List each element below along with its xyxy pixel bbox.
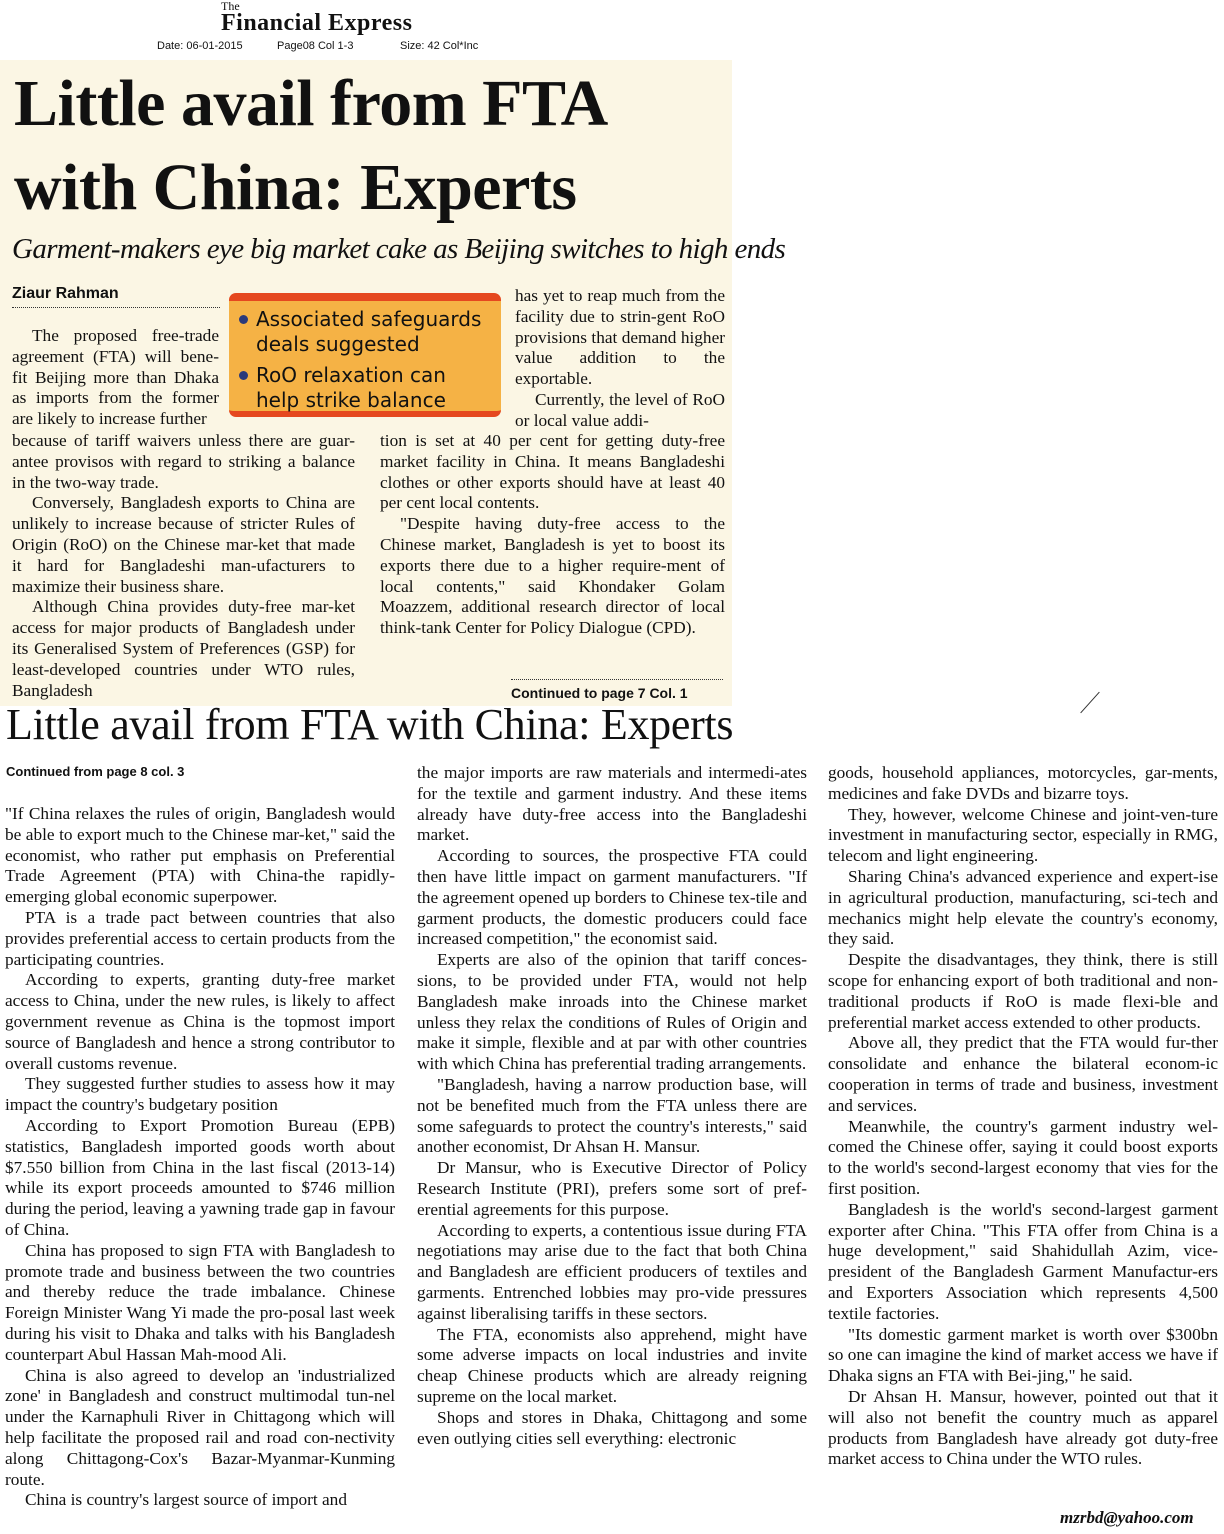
top-headline: Little avail from FTA with China: Experts bbox=[14, 67, 605, 224]
bottom-column-2: the major imports are raw materials and intermedi-ates for the textile and garment industry. And these items already have duty-free access into the Bangladeshi market. According to sources, the prospective FTA could then have little impact on garment manufacturers. "If the agreement opened up borders to Chinese tex-tile and garment products, the domestic producers could face increased competition," the economist said. Experts are also of the opinion that tariff conces-sions, to be provided under FTA, would not help Bangladesh make inroads into the Chinese market unless they relax the conditions of Rules of Origin and make it simple, flexible and at par with other countries with which China has preferential trading arrangements. "Bangladesh, having a narrow production base, will not be benefited much from the FTA unless there are some safeguards to protect the country's interests," said another economist, Dr Ahsan H. Mansur. Dr Mansur, who is Executive Director of Policy Research Institute (PRI), prefers some sort of pref-erential agreements for this purpose. According to experts, a contentious issue during FTA negotiations may arise due to the fact that both China and Bangladesh are efficient producers of textiles and garments. Entrenched lobbies may pro-vide pressures against liberalising tariffs in these sectors. The FTA, economists also apprehend, might have some adverse impacts on local industries and invite cheap Chinese products which are already reigning supreme on the local market. Shops and stores in Dhaka, Chittagong and some even outlying cities sell everything: electronic bbox=[417, 763, 807, 1448]
top-right-column: tion is set at 40 per cent for getting duty-free market facility in China. It means Bangladeshi clothes or other exports should have at least 40 per cent local contents. "Despite having duty-free access to the Chinese market, Bangladesh is yet to boost its exports there due to a higher require-ment of local contents," said Khondaker Golam Moazzem, additional research director of local think-tank Center for Policy Dialogue (CPD). bbox=[380, 431, 725, 638]
top-left-column-upper: The proposed free-trade agreement (FTA) will bene-fit Beijing more than Dhaka as imports from the former are likely to increase further bbox=[12, 326, 219, 429]
bullet-icon bbox=[239, 371, 248, 380]
callout-box bbox=[229, 293, 501, 417]
top-left-column: because of tariff waivers unless there are guar-antee provisos with regard to striking a balance in the two-way trade. Conversely, Bangladesh exports to China are unlikely to increase because of stricter Rules of Origin (RoO) on the Chinese mar-ket that made it hard for Bangladeshi man-ufacturers to maximize their business share. Although China provides duty-free mar-ket access for major products of Bangladesh under its Generalised System of Preferences (GSP) for least-developed countries under WTO rules, Bangladesh bbox=[12, 431, 355, 700]
byline: Ziaur Rahman bbox=[12, 285, 119, 302]
bottom-column-3: goods, household appliances, motorcycles, gar-ments, medicines and fake DVDs and bizarre toys. They, however, welcome Chinese and joint-ven-ture investment in manufacturing sector, especially in RMG, telecom and light engineering. Sharing China's advanced experience and expert-ise in agricultural production, manufacturing, sci-tech and mechanics might help elevate the country's economy, they said. Despite the disadvantages, they think, there is still scope for enhancing export of both traditional and non-traditional products if RoO is made flexi-ble and preferential market access extended to other products. Above all, they predict that the FTA would fur-ther consolidate and enhance the bilateral econom-ic cooperation in terms of trade and business, investment and services. Meanwhile, the country's garment industry wel-comed the Chinese offer, saying it could boost exports to the world's second-largest economy that vies for the first position. Bangladesh is the world's second-largest garment exporter after China. "This FTA offer from China is a huge development," said Shahidullah Azim, vice-president of the Bangladesh Garment Manufactur-ers and Exporters Association which represents 4,500 textile factories. "Its domestic garment market is worth over $300bn so one can imagine the kind of market access we have if Dhaka signs an FTA with Bei-jing," he said. Dr Ahsan H. Mansur, however, pointed out that it will also not benefit the country much as apparel products from Bangladesh have already got duty-free market access to China under the WTO rules. bbox=[828, 763, 1218, 1469]
continued-from-note: Continued from page 8 col. 3 bbox=[6, 764, 185, 779]
top-right-column-upper: has yet to reap much from the facility due to strin-gent RoO provisions that demand higher value addition to the exportable. Currently, the level of RoO or local value addi- bbox=[515, 286, 725, 430]
bottom-column-1: "If China relaxes the rules of origin, Bangladesh would be able to export much to the Chinese mar-ket," said the economist, who rather put emphasis on Preferential Trade Agreement (PTA) with China-the rapidly-emerging global economic superpower. PTA is a trade pact between countries that also provides preferential access to certain products from the participating countries. According to experts, granting duty-free market access to China, under the new rules, is likely to affect government revenue as China is the topmost import source of Bangladesh and hence a strong contributor to overall customs revenue. They suggested further studies to assess how it may impact the country's budgetary position According to Export Promotion Bureau (EPB) statistics, Bangladesh imported goods worth about $7.550 billion from China in the last fiscal (2013-14) while its export proceeds amounted to $746 million during the period, leaving a yawning trade gap in favour of China. China has proposed to sign FTA with Bangladesh to promote trade and business between the two countries and thereby reduce the trade imbalance. Chinese Foreign Minister Wang Yi made the pro-posal last week during his visit to Dhaka and talks with his Bangladesh counterpart Abul Hassan Mah-mood Ali. China is also agreed to develop an 'industrialized zone' in Bangladesh and construct multimodal tun-nel under the Karnaphuli River in Chittagong which will help facilitate the proposed rail and road con-nectivity along Chittagong-Cox's Bazar-Myanmar-Kunming route. China is country's largest source of import and bbox=[5, 804, 395, 1510]
clip-page: Page08 Col 1-3 bbox=[277, 40, 354, 52]
callout-item: Associated safeguards deals suggested bbox=[239, 307, 495, 357]
callout-item: RoO relaxation can help strike balance bbox=[239, 363, 495, 413]
continued-to-note: Continued to page 7 Col. 1 bbox=[511, 685, 688, 701]
clip-size: Size: 42 Col*Inc bbox=[400, 40, 479, 52]
subheadline: Garment-makers eye big market cake as Beijing switches to high ends bbox=[12, 233, 786, 265]
pen-mark bbox=[1080, 692, 1099, 713]
continued-rule bbox=[511, 679, 723, 680]
byline-rule bbox=[12, 307, 220, 308]
bullet-icon bbox=[239, 315, 248, 324]
bottom-headline: Little avail from FTA with China: Experts bbox=[6, 700, 734, 749]
masthead-title: Financial Express bbox=[221, 10, 413, 36]
masthead-the: The bbox=[221, 0, 240, 13]
contributor-email: mzrbd@yahoo.com bbox=[1060, 1508, 1194, 1527]
clip-date: Date: 06-01-2015 bbox=[157, 40, 243, 52]
